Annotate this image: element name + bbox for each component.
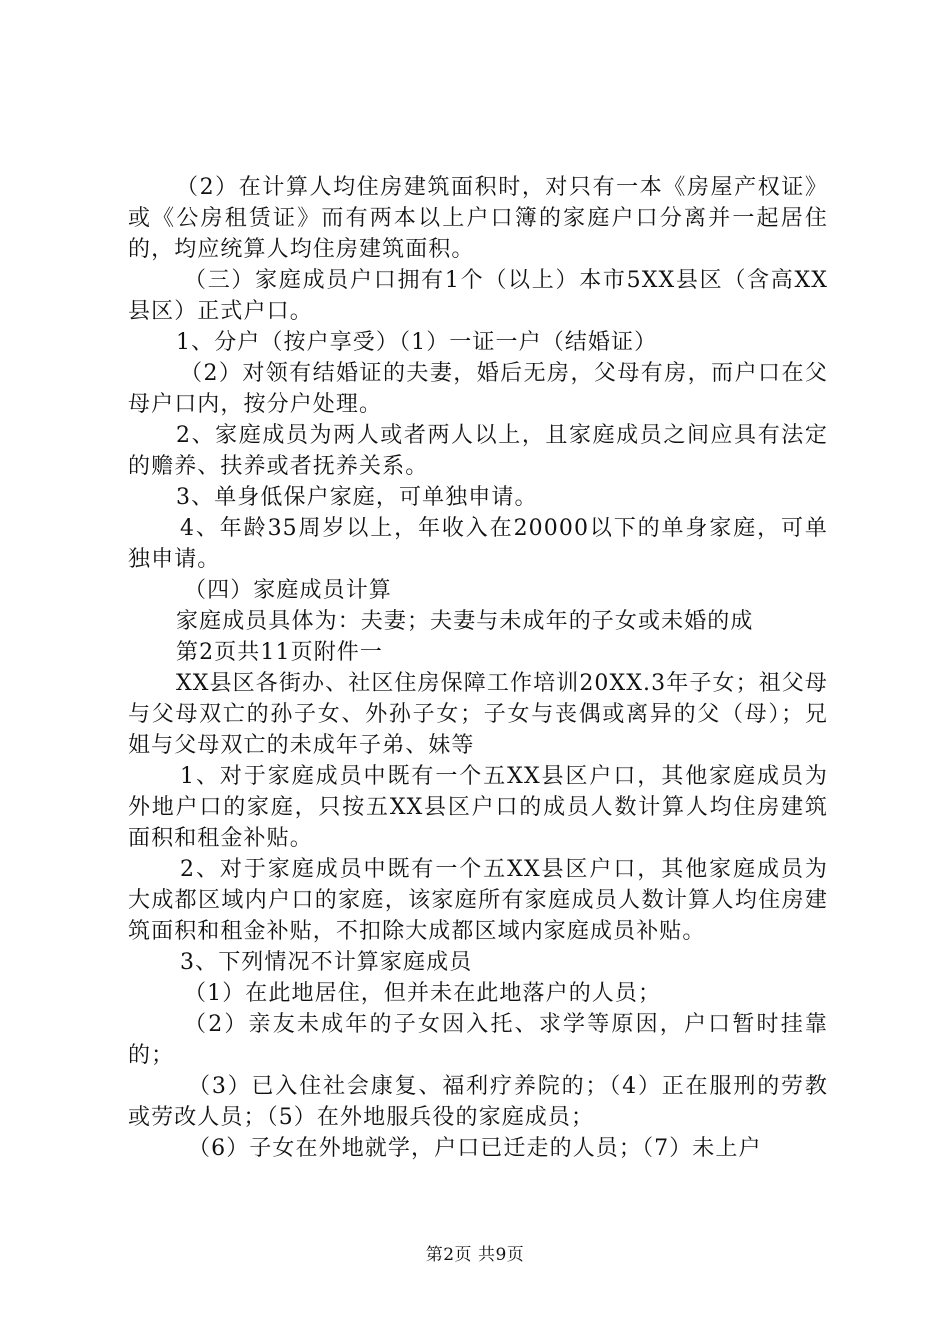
paragraph: 1、分户（按户享受）（1）一证一户（结婚证） [176,330,658,355]
paragraph: 3、下列情况不计算家庭成员 [180,950,473,975]
paragraph: 4、年龄35周岁以上，年收入在20000以下的单身家庭，可单独申请。 [128,516,828,572]
paragraph: （2）亲友未成年的子女因入托、求学等原因，户口暂时挂靠的； [128,1012,828,1068]
page-footer: 第2页 共9页 [425,1245,525,1265]
paragraph: 3、单身低保户家庭，可单独申请。 [176,485,538,510]
paragraph: （1）在此地居住，但并未在此地落户的人员； [184,981,662,1006]
paragraph: （四）家庭成员计算 [184,578,392,603]
paragraph: XX县区各街办、社区住房保障工作培训20XX.3年子女；祖父母与父母双亡的孙子女、外孙子女；子女与丧偶或离异的父（母）；兄姐与父母双亡的未成年子弟、妹等 [128,671,828,758]
document-body [128,172,828,1164]
paragraph: （2）在计算人均住房建筑面积时，对只有一本《房屋产权证》或《公房租赁证》而有两本以上户口簿的家庭户口分离并一起居住的，均应统算人均住房建筑面积。 [128,175,828,262]
paragraph: （2）对领有结婚证的夫妻，婚后无房，父母有房，而户口在父母户口内，按分户处理。 [128,361,828,417]
paragraph: 第2页共11页附件一 [176,640,383,665]
paragraph: 2、对于家庭成员中既有一个五XX县区户口，其他家庭成员为大成都区域内户口的家庭，该家庭所有家庭成员人数计算人均住房建筑面积和租金补贴，不扣除大成都区域内家庭成员补贴。 [128,857,828,944]
paragraph: （三）家庭成员户口拥有1个（以上）本市5XX县区（含高XX县区）正式户口。 [128,268,828,324]
paragraph: 家庭成员具体为：夫妻；夫妻与未成年的子女或未婚的成 [176,609,754,634]
paragraph: 2、家庭成员为两人或者两人以上，且家庭成员之间应具有法定的赡养、扶养或者抚养关系。 [128,423,828,479]
paragraph: （6）子女在外地就学，户口已迁走的人员；（7）未上户 [188,1136,762,1161]
paragraph: （3）已入住社会康复、福利疗养院的；（4）正在服刑的劳教或劳改人员；（5）在外地服兵役的家庭成员； [128,1074,828,1130]
paragraph: 1、对于家庭成员中既有一个五XX县区户口，其他家庭成员为外地户口的家庭，只按五XX县区户口的成员人数计算人均住房建筑面积和租金补贴。 [128,764,828,851]
